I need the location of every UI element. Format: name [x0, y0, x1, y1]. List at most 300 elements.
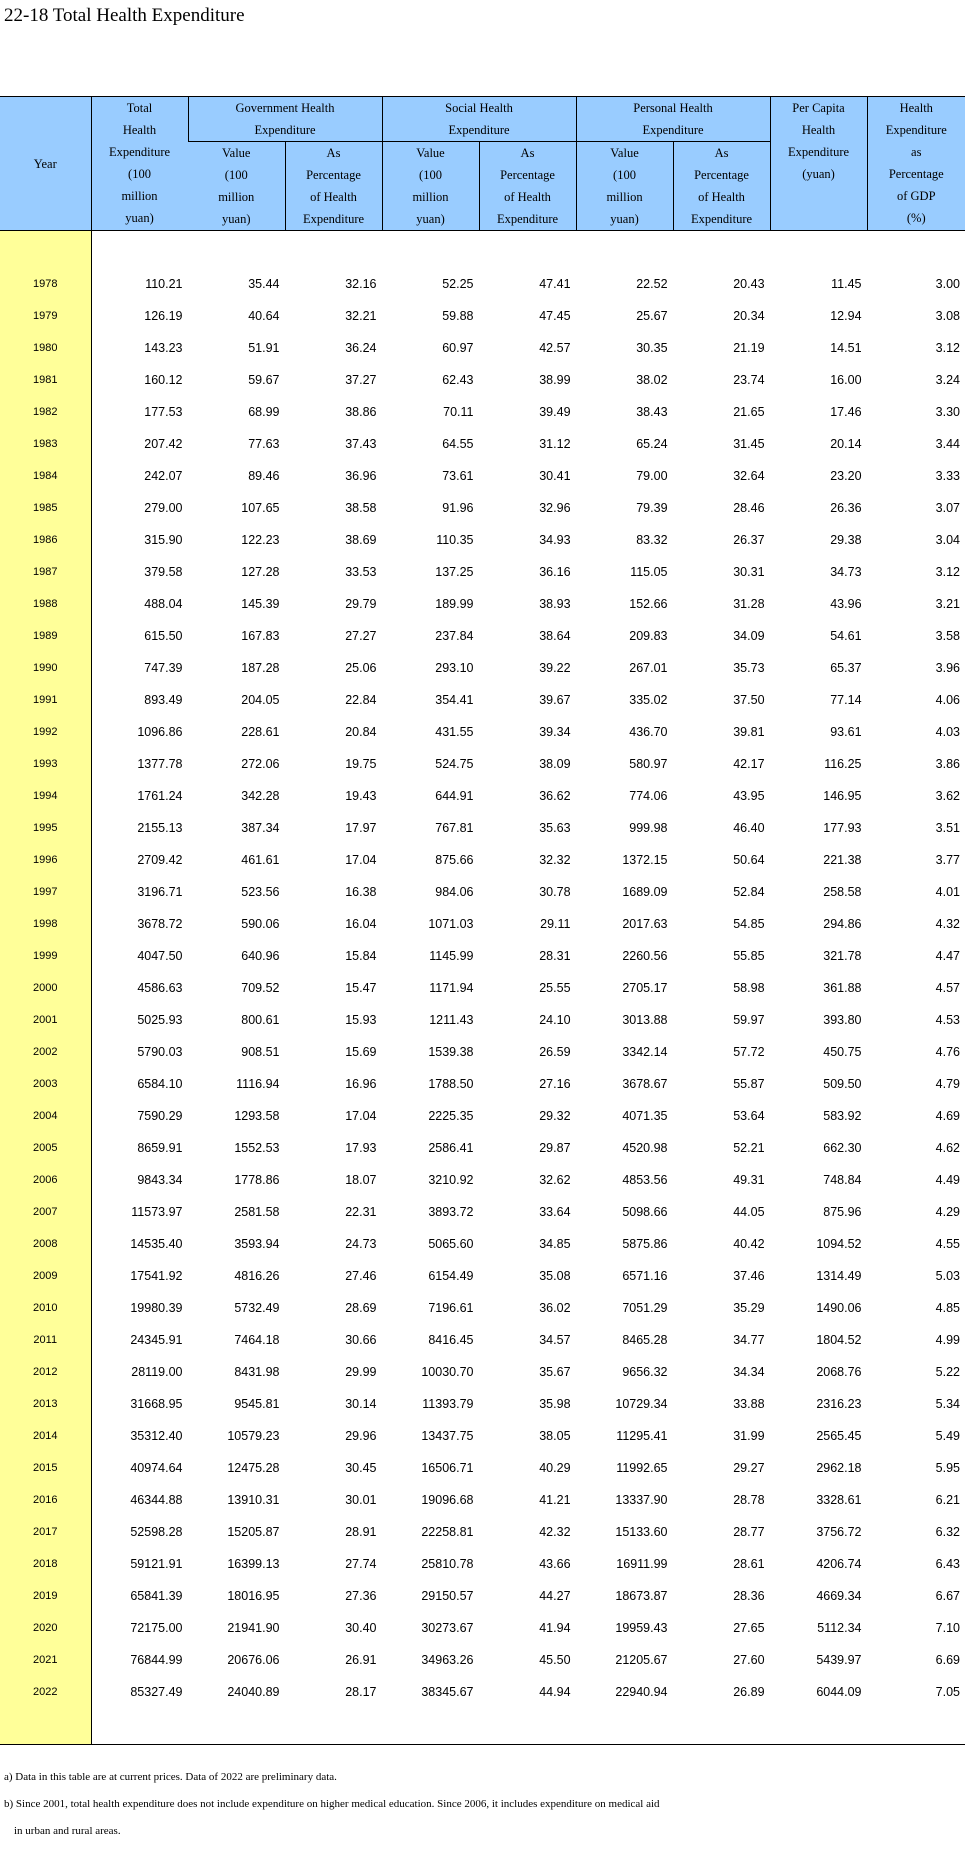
social-percentage-cell: 29.11 [540, 917, 571, 931]
total-cell: 4047.50 [137, 949, 183, 963]
gdp-percentage-cell: 3.24 [935, 373, 961, 387]
gov-value-cell: 908.51 [241, 1045, 280, 1059]
gdp-percentage-cell: 3.51 [935, 821, 961, 835]
gov-percentage-cell: 22.84 [345, 693, 377, 707]
gov-percentage-cell: 25.06 [345, 661, 377, 675]
personal-percentage-cell: 42.17 [733, 757, 765, 771]
social-value-cell: 6154.49 [428, 1269, 474, 1283]
personal-value-cell: 21205.67 [615, 1653, 668, 1667]
gov-percentage-cell: 29.79 [345, 597, 377, 611]
table-row [0, 1477, 965, 1509]
personal-percentage-cell: 31.28 [733, 597, 765, 611]
social-value-cell: 524.75 [435, 757, 474, 771]
footnote-b-continued: in urban and rural areas. [14, 1825, 121, 1837]
table-row [0, 293, 965, 325]
gov-percentage-cell: 17.97 [345, 821, 377, 835]
table-row [0, 453, 965, 485]
table-row [0, 1541, 965, 1573]
gov-percentage-cell: 38.58 [345, 501, 377, 515]
personal-value-cell: 6571.16 [622, 1269, 668, 1283]
page-title: 22-18 Total Health Expenditure [4, 5, 245, 26]
personal-value-cell: 209.83 [629, 629, 668, 643]
social-value-cell: 70.11 [443, 405, 474, 419]
gov-value-cell: 107.65 [241, 501, 280, 515]
gov-percentage-cell: 27.27 [345, 629, 377, 643]
gov-value-cell: 8431.98 [234, 1365, 280, 1379]
per-capita-cell: 2316.23 [816, 1397, 862, 1411]
social-value-cell: 431.55 [435, 725, 474, 739]
personal-percentage-cell: 31.99 [733, 1429, 765, 1443]
social-percentage-cell: 28.31 [539, 949, 571, 963]
gov-percentage-cell: 30.40 [345, 1621, 377, 1635]
total-cell: 1761.24 [137, 789, 183, 803]
gdp-percentage-cell: 3.12 [935, 565, 961, 579]
table-row [0, 869, 965, 901]
social-percentage-cell: 43.66 [539, 1557, 571, 1571]
gov-value-cell: 342.28 [241, 789, 280, 803]
per-capita-cell: 23.20 [830, 469, 862, 483]
per-capita-cell: 393.80 [823, 1013, 862, 1027]
year-cell: 2018 [0, 1541, 91, 1573]
social-percentage-cell: 36.62 [539, 789, 571, 803]
gdp-percentage-cell: 3.04 [935, 533, 961, 547]
total-cell: 5790.03 [137, 1045, 183, 1059]
gdp-percentage-cell: 4.32 [935, 917, 961, 931]
year-cell: 1992 [0, 709, 91, 741]
personal-percentage-cell: 28.77 [733, 1525, 765, 1539]
personal-percentage-cell: 35.73 [733, 661, 765, 675]
total-cell: 160.12 [144, 373, 183, 387]
gdp-percentage-cell: 4.01 [935, 885, 961, 899]
social-percentage-cell: 42.32 [539, 1525, 571, 1539]
gov-percentage-cell: 29.96 [345, 1429, 377, 1443]
table-row [0, 1317, 965, 1349]
total-cell: 1377.78 [137, 757, 183, 771]
personal-percentage-cell: 37.50 [733, 693, 765, 707]
personal-value-cell: 1689.09 [622, 885, 668, 899]
expenditure-table-container [0, 96, 965, 1745]
per-capita-cell: 16.00 [830, 373, 862, 387]
social-value-cell: 16506.71 [421, 1461, 474, 1475]
social-percentage-cell: 42.57 [539, 341, 571, 355]
social-value-cell: 767.81 [435, 821, 474, 835]
per-capita-cell: 450.75 [823, 1045, 862, 1059]
header-personal-group: Personal Health Expenditure [576, 97, 770, 142]
table-row [0, 1221, 965, 1253]
social-percentage-cell: 47.41 [539, 277, 571, 291]
table-row [0, 645, 965, 677]
year-cell: 2002 [0, 1029, 91, 1061]
per-capita-cell: 3756.72 [816, 1525, 862, 1539]
gov-value-cell: 127.28 [241, 565, 280, 579]
personal-percentage-cell: 52.84 [733, 885, 765, 899]
gdp-percentage-cell: 5.34 [935, 1397, 961, 1411]
footnote-b: b) Since 2001, total health expenditure does not include expenditure on higher medical education. Since 2006, it includes expenditure on medical aid [4, 1798, 660, 1810]
gov-value-cell: 16399.13 [227, 1557, 280, 1571]
social-value-cell: 3893.72 [428, 1205, 474, 1219]
gdp-percentage-cell: 3.86 [935, 757, 961, 771]
per-capita-cell: 65.37 [830, 661, 862, 675]
gov-value-cell: 387.34 [241, 821, 280, 835]
per-capita-cell: 748.84 [823, 1173, 862, 1187]
gdp-percentage-cell: 6.32 [935, 1525, 961, 1539]
total-cell: 615.50 [144, 629, 183, 643]
social-value-cell: 13437.75 [421, 1429, 474, 1443]
social-value-cell: 34963.26 [421, 1653, 474, 1667]
gov-value-cell: 1293.58 [234, 1109, 280, 1123]
social-value-cell: 137.25 [435, 565, 474, 579]
gov-percentage-cell: 30.45 [345, 1461, 377, 1475]
gov-percentage-cell: 32.16 [345, 277, 377, 291]
total-cell: 5025.93 [137, 1013, 183, 1027]
per-capita-cell: 6044.09 [816, 1685, 862, 1699]
social-percentage-cell: 38.64 [539, 629, 571, 643]
gdp-percentage-cell: 7.05 [935, 1685, 961, 1699]
gov-value-cell: 2581.58 [234, 1205, 280, 1219]
gov-value-cell: 187.28 [241, 661, 280, 675]
social-value-cell: 110.35 [436, 533, 474, 547]
personal-percentage-cell: 26.37 [733, 533, 765, 547]
social-value-cell: 10030.70 [421, 1365, 474, 1379]
personal-percentage-cell: 29.27 [733, 1461, 765, 1475]
year-cell: 1984 [0, 453, 91, 485]
gov-value-cell: 13910.31 [227, 1493, 280, 1507]
social-percentage-cell: 44.94 [539, 1685, 571, 1699]
header-gov-percentage: As Percentage of Health Expenditure [285, 142, 382, 231]
personal-percentage-cell: 21.19 [733, 341, 765, 355]
table-body [0, 231, 965, 1745]
social-percentage-cell: 39.67 [539, 693, 571, 707]
gov-value-cell: 15205.87 [227, 1525, 280, 1539]
personal-percentage-cell: 20.34 [733, 309, 765, 323]
personal-value-cell: 8465.28 [622, 1333, 668, 1347]
social-value-cell: 189.99 [435, 597, 474, 611]
personal-value-cell: 999.98 [629, 821, 668, 835]
personal-value-cell: 5875.86 [622, 1237, 668, 1251]
social-value-cell: 984.06 [435, 885, 474, 899]
gov-value-cell: 21941.90 [227, 1621, 280, 1635]
total-cell: 72175.00 [130, 1621, 183, 1635]
social-value-cell: 59.88 [442, 309, 474, 323]
social-percentage-cell: 35.63 [539, 821, 571, 835]
social-percentage-cell: 38.99 [539, 373, 571, 387]
total-cell: 1096.86 [137, 725, 183, 739]
personal-percentage-cell: 46.40 [733, 821, 765, 835]
gdp-percentage-cell: 3.77 [935, 853, 961, 867]
social-percentage-cell: 34.85 [539, 1237, 571, 1251]
table-row [0, 1125, 965, 1157]
gov-value-cell: 59.67 [248, 373, 280, 387]
year-cell: 2001 [0, 997, 91, 1029]
gov-percentage-cell: 19.75 [345, 757, 377, 771]
year-cell: 1986 [0, 517, 91, 549]
gov-value-cell: 40.64 [248, 309, 280, 323]
social-percentage-cell: 26.59 [539, 1045, 571, 1059]
total-cell: 6584.10 [137, 1077, 183, 1091]
total-cell: 2709.42 [137, 853, 183, 867]
social-value-cell: 1788.50 [428, 1077, 474, 1091]
header-per-capita: Per Capita Health Expenditure (yuan) [770, 97, 867, 231]
gdp-percentage-cell: 3.44 [935, 437, 961, 451]
social-percentage-cell: 24.10 [539, 1013, 571, 1027]
gdp-percentage-cell: 4.62 [935, 1141, 961, 1155]
personal-value-cell: 22940.94 [615, 1685, 668, 1699]
total-cell: 31668.95 [130, 1397, 183, 1411]
gov-value-cell: 590.06 [241, 917, 280, 931]
table-row [0, 1157, 965, 1189]
personal-percentage-cell: 28.61 [733, 1557, 765, 1571]
per-capita-cell: 12.94 [830, 309, 862, 323]
table-row [0, 709, 965, 741]
year-cell: 2003 [0, 1061, 91, 1093]
personal-value-cell: 79.00 [636, 469, 668, 483]
per-capita-cell: 583.92 [823, 1109, 862, 1123]
social-value-cell: 29150.57 [421, 1589, 474, 1603]
personal-value-cell: 4853.56 [622, 1173, 668, 1187]
year-cell: 2022 [0, 1669, 91, 1701]
social-percentage-cell: 34.93 [539, 533, 571, 547]
gov-value-cell: 1116.94 [236, 1077, 280, 1091]
gdp-percentage-cell: 4.99 [935, 1333, 961, 1347]
gdp-percentage-cell: 4.47 [935, 949, 961, 963]
table-row [0, 901, 965, 933]
table-tail-row [0, 1701, 965, 1745]
gov-value-cell: 10579.23 [227, 1429, 280, 1443]
total-cell: 59121.91 [130, 1557, 183, 1571]
personal-value-cell: 2017.63 [622, 917, 668, 931]
total-cell: 19980.39 [130, 1301, 183, 1315]
total-cell: 35312.40 [130, 1429, 183, 1443]
table-row [0, 1093, 965, 1125]
table-row [0, 1509, 965, 1541]
year-cell: 2020 [0, 1605, 91, 1637]
table-row [0, 517, 965, 549]
year-cell: 2005 [0, 1125, 91, 1157]
year-cell: 2011 [0, 1317, 91, 1349]
per-capita-cell: 17.46 [830, 405, 862, 419]
per-capita-cell: 29.38 [830, 533, 862, 547]
per-capita-cell: 54.61 [830, 629, 862, 643]
total-cell: 488.04 [144, 597, 183, 611]
year-cell [0, 231, 91, 262]
year-cell: 1995 [0, 805, 91, 837]
gov-percentage-cell: 22.31 [345, 1205, 377, 1219]
table-row [0, 1349, 965, 1381]
personal-value-cell: 22.52 [636, 277, 668, 291]
gdp-percentage-cell: 5.49 [935, 1429, 961, 1443]
per-capita-cell: 1804.52 [816, 1333, 862, 1347]
expenditure-table [0, 96, 965, 1745]
social-percentage-cell: 31.12 [539, 437, 571, 451]
total-cell: 2155.13 [137, 821, 183, 835]
social-percentage-cell: 32.96 [539, 501, 571, 515]
gov-percentage-cell: 36.96 [345, 469, 377, 483]
table-row [0, 581, 965, 613]
total-cell: 14535.40 [130, 1237, 183, 1251]
per-capita-cell: 5112.34 [817, 1621, 862, 1635]
gov-percentage-cell: 32.21 [345, 309, 377, 323]
personal-value-cell: 15133.60 [615, 1525, 668, 1539]
personal-value-cell: 1372.15 [622, 853, 668, 867]
social-value-cell: 875.66 [435, 853, 474, 867]
gov-percentage-cell: 38.69 [345, 533, 377, 547]
gdp-percentage-cell: 4.06 [935, 693, 961, 707]
table-row [0, 1573, 965, 1605]
personal-percentage-cell: 55.85 [733, 949, 765, 963]
total-cell: 8659.91 [137, 1141, 183, 1155]
gov-percentage-cell: 37.43 [345, 437, 377, 451]
personal-percentage-cell: 53.64 [733, 1109, 765, 1123]
social-value-cell: 2586.41 [428, 1141, 474, 1155]
gov-value-cell: 800.61 [241, 1013, 280, 1027]
gov-percentage-cell: 36.24 [345, 341, 377, 355]
year-cell: 2007 [0, 1189, 91, 1221]
social-value-cell: 2225.35 [428, 1109, 474, 1123]
gov-percentage-cell: 16.04 [345, 917, 377, 931]
year-cell: 1983 [0, 421, 91, 453]
year-cell: 1988 [0, 581, 91, 613]
per-capita-cell: 2068.76 [816, 1365, 862, 1379]
total-cell: 143.23 [144, 341, 183, 355]
gov-percentage-cell: 27.36 [345, 1589, 377, 1603]
table-row [0, 1189, 965, 1221]
personal-percentage-cell: 55.87 [733, 1077, 765, 1091]
personal-value-cell: 18673.87 [615, 1589, 668, 1603]
year-cell: 2013 [0, 1381, 91, 1413]
gdp-percentage-cell: 3.08 [935, 309, 961, 323]
personal-value-cell: 580.97 [629, 757, 668, 771]
gdp-percentage-cell: 3.12 [935, 341, 961, 355]
table-header [0, 97, 965, 231]
per-capita-cell: 43.96 [830, 597, 862, 611]
year-cell: 2016 [0, 1477, 91, 1509]
social-value-cell: 1211.43 [429, 1013, 474, 1027]
gdp-percentage-cell: 3.00 [935, 277, 961, 291]
social-percentage-cell: 32.62 [539, 1173, 571, 1187]
table-row [0, 1669, 965, 1701]
table-row [0, 1061, 965, 1093]
gdp-percentage-cell: 4.69 [935, 1109, 961, 1123]
social-percentage-cell: 33.64 [539, 1205, 571, 1219]
table-row [0, 1413, 965, 1445]
social-value-cell: 1071.03 [428, 917, 474, 931]
year-cell: 2012 [0, 1349, 91, 1381]
personal-value-cell: 4520.98 [622, 1141, 668, 1155]
year-cell: 2006 [0, 1157, 91, 1189]
gov-percentage-cell: 38.86 [345, 405, 377, 419]
social-value-cell: 60.97 [442, 341, 474, 355]
gov-value-cell: 640.96 [241, 949, 280, 963]
personal-value-cell: 3678.67 [622, 1077, 668, 1091]
gov-percentage-cell: 15.84 [345, 949, 377, 963]
personal-value-cell: 25.67 [636, 309, 668, 323]
social-value-cell: 1171.94 [429, 981, 474, 995]
personal-percentage-cell: 21.65 [733, 405, 765, 419]
gov-value-cell: 68.99 [248, 405, 280, 419]
total-cell: 379.58 [144, 565, 183, 579]
year-cell: 1994 [0, 773, 91, 805]
social-percentage-cell: 34.57 [539, 1333, 571, 1347]
per-capita-cell: 1314.49 [816, 1269, 862, 1283]
social-percentage-cell: 30.41 [539, 469, 571, 483]
total-cell: 11573.97 [131, 1205, 183, 1219]
gov-value-cell: 145.39 [241, 597, 280, 611]
total-cell: 110.21 [145, 277, 183, 291]
per-capita-cell: 662.30 [823, 1141, 862, 1155]
gov-value-cell: 18016.95 [227, 1589, 280, 1603]
personal-value-cell: 65.24 [636, 437, 668, 451]
per-capita-cell: 93.61 [830, 725, 862, 739]
gov-value-cell: 272.06 [241, 757, 280, 771]
personal-percentage-cell: 39.81 [733, 725, 765, 739]
gov-percentage-cell: 37.27 [345, 373, 377, 387]
year-cell: 1980 [0, 325, 91, 357]
social-percentage-cell: 38.93 [539, 597, 571, 611]
total-cell: 242.07 [144, 469, 183, 483]
personal-percentage-cell: 59.97 [733, 1013, 765, 1027]
year-cell: 2009 [0, 1253, 91, 1285]
gov-value-cell: 35.44 [248, 277, 280, 291]
year-cell: 2019 [0, 1573, 91, 1605]
personal-percentage-cell: 50.64 [733, 853, 765, 867]
social-value-cell: 237.84 [435, 629, 474, 643]
personal-percentage-cell: 33.88 [733, 1397, 765, 1411]
personal-percentage-cell: 44.05 [733, 1205, 765, 1219]
personal-percentage-cell: 49.31 [733, 1173, 765, 1187]
social-value-cell: 62.43 [442, 373, 474, 387]
social-percentage-cell: 35.98 [539, 1397, 571, 1411]
header-social-group: Social Health Expenditure [382, 97, 576, 142]
footnote-a: a) Data in this table are at current prices. Data of 2022 are preliminary data. [4, 1771, 337, 1783]
table-row [0, 357, 965, 389]
personal-value-cell: 774.06 [629, 789, 668, 803]
per-capita-cell: 3328.61 [816, 1493, 862, 1507]
gov-percentage-cell: 17.04 [345, 1109, 377, 1123]
table-row [0, 933, 965, 965]
gdp-percentage-cell: 6.67 [935, 1589, 961, 1603]
gov-value-cell: 228.61 [241, 725, 280, 739]
personal-value-cell: 335.02 [629, 693, 668, 707]
per-capita-cell: 2565.45 [816, 1429, 862, 1443]
social-percentage-cell: 32.32 [539, 853, 571, 867]
year-cell: 1998 [0, 901, 91, 933]
gov-value-cell: 51.91 [248, 341, 280, 355]
gdp-percentage-cell: 4.03 [935, 725, 961, 739]
year-cell: 2010 [0, 1285, 91, 1317]
personal-value-cell: 79.39 [636, 501, 668, 515]
table-row [0, 965, 965, 997]
gdp-percentage-cell: 4.49 [935, 1173, 961, 1187]
gov-percentage-cell: 30.14 [345, 1397, 377, 1411]
table-row [0, 741, 965, 773]
gdp-percentage-cell: 6.21 [935, 1493, 961, 1507]
per-capita-cell: 116.25 [824, 757, 862, 771]
gov-value-cell: 20676.06 [227, 1653, 280, 1667]
per-capita-cell: 321.78 [823, 949, 862, 963]
table-row [0, 805, 965, 837]
header-social-value: Value (100 million yuan) [382, 142, 479, 231]
gov-value-cell: 3593.94 [234, 1237, 280, 1251]
personal-value-cell: 7051.29 [622, 1301, 668, 1315]
table-row [0, 1381, 965, 1413]
year-cell: 1979 [0, 293, 91, 325]
gdp-percentage-cell: 4.55 [935, 1237, 961, 1251]
gov-percentage-cell: 19.43 [345, 789, 377, 803]
personal-percentage-cell: 32.64 [733, 469, 765, 483]
gov-value-cell: 709.52 [241, 981, 280, 995]
gov-percentage-cell: 26.91 [345, 1653, 377, 1667]
social-value-cell: 19096.68 [421, 1493, 474, 1507]
